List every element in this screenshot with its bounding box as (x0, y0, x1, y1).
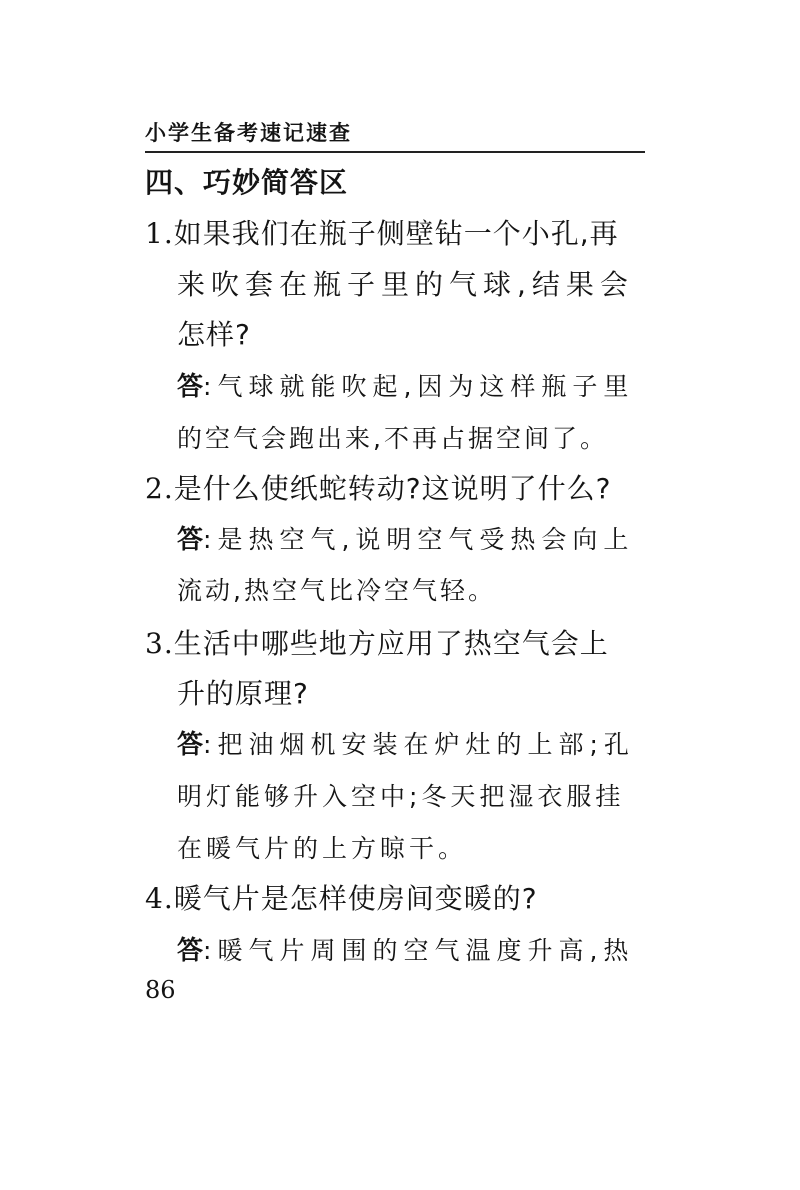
answer-text: :气球就能吹起,因为这样瓶子里 (203, 372, 635, 401)
question-number: 4. (145, 882, 174, 915)
answer-label: 答 (177, 372, 204, 402)
question-text: 生活中哪些地方应用了热空气会上 (173, 627, 609, 660)
answer-1-line-1 (177, 367, 634, 407)
answer-2-line-1 (177, 520, 634, 560)
header-rule (145, 151, 645, 153)
answer-label: 答 (177, 936, 204, 966)
answer-3-line-3: 在暖气片的上方晾干。 (177, 834, 468, 863)
running-header: 小学生备考速记速查 (145, 121, 352, 145)
answer-label: 答 (177, 730, 204, 760)
answer-text: :把油烟机安装在炉灶的上部;孔 (203, 730, 635, 759)
question-1-line-3: 怎样? (177, 318, 251, 351)
question-3-line-2: 升的原理? (177, 677, 309, 710)
question-1-line-2: 来吹套在瓶子里的气球,结果会 (177, 268, 634, 301)
question-number: 3. (145, 627, 174, 660)
question-text: 是什么使纸蛇转动?这说明了什么? (173, 472, 612, 505)
answer-text: :暖气片周围的空气温度升高,热 (203, 936, 635, 965)
question-2-line-1 (145, 469, 611, 509)
question-text: 如果我们在瓶子侧壁钻一个小孔,再 (173, 217, 619, 250)
answer-label: 答 (177, 525, 204, 555)
question-1-line-1 (145, 214, 619, 254)
question-number: 2. (145, 472, 174, 505)
page-number: 86 (145, 976, 176, 1004)
answer-text: :是热空气,说明空气受热会向上 (203, 525, 635, 554)
answer-3-line-1 (177, 725, 635, 765)
section-title: 四、巧妙简答区 (145, 166, 349, 199)
answer-1-line-2: 的空气会跑出来,不再占据空间了。 (177, 424, 608, 453)
answer-4-line-1 (177, 931, 634, 971)
answer-3-line-2: 明灯能够升入空中;冬天把湿衣服挂 (177, 782, 625, 811)
answer-2-line-2: 流动,热空气比冷空气轻。 (177, 576, 496, 605)
question-number: 1. (145, 217, 174, 250)
question-3-line-1 (145, 624, 609, 664)
question-4-line-1 (145, 879, 538, 919)
question-text: 暖气片是怎样使房间变暖的? (173, 882, 538, 915)
